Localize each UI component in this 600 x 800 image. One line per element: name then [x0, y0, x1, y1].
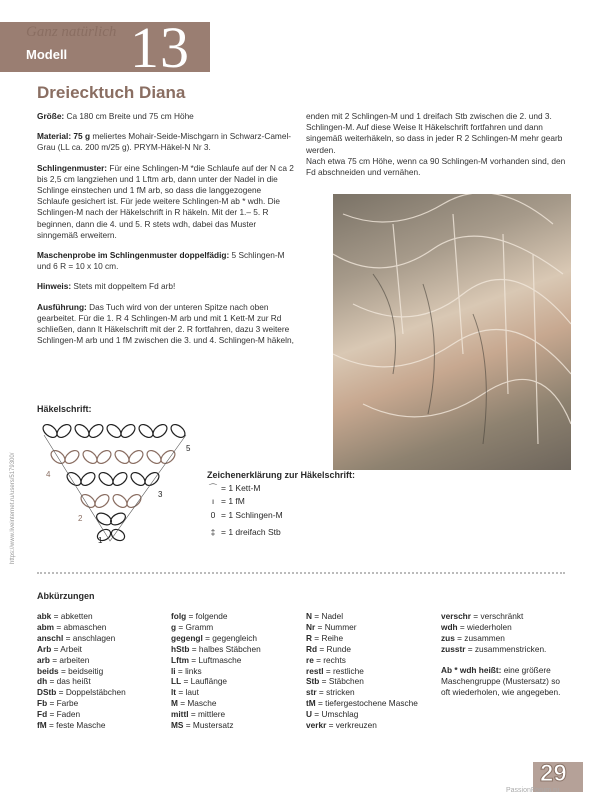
- abbr-item: abk = abketten: [37, 611, 93, 621]
- row-label-2: 2: [78, 514, 83, 523]
- abbr-item: re = rechts: [306, 654, 346, 665]
- hint-paragraph: Hinweis: Stets mit doppeltem Fd arb!: [37, 281, 176, 292]
- triple-treble-icon: ‡: [210, 527, 216, 537]
- row-label-4: 4: [46, 470, 51, 479]
- abbr-item: lt = laut: [171, 687, 199, 698]
- watermark: PassionForum.ru: [506, 787, 560, 794]
- abbr-item: M = Masche: [171, 698, 217, 709]
- abbr-note: Ab * wdh heißt: eine größere Maschengruppe (Mustersatz) so oft wiederholen, wie angegeben.: [441, 665, 561, 697]
- abbr-item: dh = das heißt: [37, 676, 91, 687]
- abbr-item: zusstr = zusammenstricken.: [441, 643, 547, 654]
- abbr-item: folg = folgende: [171, 611, 228, 621]
- abbr-item: gegengl = gegengleich: [171, 632, 258, 643]
- page-title: Dreiecktuch Diana: [37, 83, 186, 102]
- loop-stitch-icon: 0: [210, 510, 216, 520]
- instructions-paragraph: Ausführung: Das Tuch wird von der unteren Spitze nach oben gearbeitet. Für die 1. R 4 Schlingen-M arb und mit 1 Kett-M zur Rd schließen, dann lt Häkelschrift mit der 2. R fortfahren, dazu 3 weitere Schlingen-M arb und 1 fM zwischen die 3. und 4. Schlingen-M häkeln,: [37, 301, 294, 346]
- material-paragraph: Material: 75 g meliertes Mohair-Seide-Mischgarn in Schwarz-Camel-Grau (LL ca. 200 m/25 g). PRYM-Häkel-N Nr 3.: [37, 131, 292, 153]
- abbr-item: li = links: [171, 665, 202, 676]
- crochet-chart: [38, 415, 198, 545]
- section-title: Ganz natürlich: [26, 24, 117, 40]
- abbr-item: g = Gramm: [171, 621, 214, 632]
- pattern-paragraph: Schlingenmuster: Für eine Schlingen-M *die Schlaufe auf der N ca 2 bis 2,5 cm langziehen und 1 Lftm arb, dann unter der Nadel in die Schlinge einstechen und 1 fM arb, so dass die langgezogene Schlaufe gesichert ist. Für jede weitere Schlingen-M ab * wdh. Die Schlingen-M nach der Häkelschrift in R häkeln. Mit der 1.– 5. R beginnen, dann die 4. und 5. R stets wdh, dabei das Muster sinngemäß erweitern.: [37, 162, 294, 240]
- abbr-column-1: [37, 611, 126, 731]
- abbr-item: anschl = anschlagen: [37, 632, 116, 643]
- model-label: Modell: [26, 47, 68, 62]
- instructions-continued: enden mit 2 Schlingen-M und 1 dreifach Stb zwischen die 2. und 3. Schlingen-M. Auf diese Weise lt Häkelschrift fortfahren und dann singemäß weiterhäkeln, so dass in jeder R 2 Schlingen-M mehr gearb werden.: [306, 111, 563, 155]
- abbr-item: Stb = Stäbchen: [306, 676, 364, 687]
- abbr-item: zus = zusammen: [441, 632, 505, 643]
- abbr-item: Fd = Faden: [37, 709, 81, 720]
- abbr-item: wdh = wiederholen: [441, 621, 512, 632]
- abbr-column-3: [306, 611, 418, 731]
- abbr-item: hStb = halbes Stäbchen: [171, 643, 261, 654]
- abbr-item: Arb = Arbeit: [37, 643, 82, 654]
- abbr-item: N = Nadel: [306, 611, 344, 621]
- row-label-1: 1: [98, 536, 103, 545]
- legend-row-loop: 0 = 1 Schlingen-M: [207, 510, 283, 520]
- abbr-item: U = Umschlag: [306, 709, 359, 720]
- model-number: 13: [130, 15, 190, 80]
- slip-stitch-icon: ⌒: [208, 483, 218, 493]
- abbr-column-4: [441, 611, 546, 655]
- row-label-5: 5: [186, 444, 191, 453]
- abbr-item: mittl = mittlere: [171, 709, 226, 720]
- size-paragraph: Größe: Ca 180 cm Breite und 75 cm Höhe: [37, 111, 194, 121]
- abbr-column-2: [171, 611, 261, 731]
- legend-row-fm: ı = 1 fM: [207, 496, 245, 506]
- abbr-item: Rd = Runde: [306, 643, 351, 654]
- instructions-end: Nach etwa 75 cm Höhe, wenn ca 90 Schlingen-M vorhanden sind, den Fd abschneiden und vernähen.: [306, 155, 566, 178]
- abbr-item: R = Reihe: [306, 632, 344, 643]
- abbr-item: Lftm = Luftmasche: [171, 654, 242, 665]
- dotted-divider: [37, 572, 565, 574]
- legend-title: Zeichenerklärung zur Häkelschrift:: [207, 470, 356, 480]
- single-crochet-icon: ı: [211, 496, 215, 506]
- left-text-column: [37, 111, 294, 355]
- right-text-column: [306, 111, 568, 178]
- side-url: https://www.liveinternet.ru/users/5179300/: [10, 452, 16, 564]
- page-number: 29: [540, 760, 567, 787]
- abbreviations-title: Abkürzungen: [37, 591, 95, 601]
- abbr-item: DStb = Doppelstäbchen: [37, 687, 126, 698]
- abbr-item: beids = beidseitig: [37, 665, 104, 676]
- abbr-item: restl = restliche: [306, 665, 364, 676]
- abbr-item: Nr = Nummer: [306, 621, 357, 632]
- abbr-item: abm = abmaschen: [37, 621, 107, 632]
- abbr-item: MS = Mustersatz: [171, 720, 234, 731]
- legend-row-treble: ‡ = 1 dreifach Stb: [207, 527, 281, 537]
- chart-title: Häkelschrift:: [37, 404, 92, 414]
- row-label-3: 3: [158, 490, 163, 499]
- abbr-item: verschr = verschränkt: [441, 611, 524, 621]
- abbr-item: tM = tiefergestochene Masche: [306, 698, 418, 709]
- shawl-photo: [333, 194, 571, 470]
- abbr-item: arb = arbeiten: [37, 654, 90, 665]
- abbr-item: Fb = Farbe: [37, 698, 79, 709]
- gauge-paragraph: Maschenprobe im Schlingenmuster doppelfädig: 5 Schlingen-M und 6 R = 10 x 10 cm.: [37, 250, 285, 272]
- abbr-item: fM = feste Masche: [37, 720, 106, 731]
- abbr-item: verkr = verkreuzen: [306, 720, 377, 731]
- legend-row-kett: ⌒ = 1 Kett-M: [208, 483, 261, 493]
- abbr-item: str = stricken: [306, 687, 355, 698]
- abbr-item: LL = Lauflänge: [171, 676, 228, 687]
